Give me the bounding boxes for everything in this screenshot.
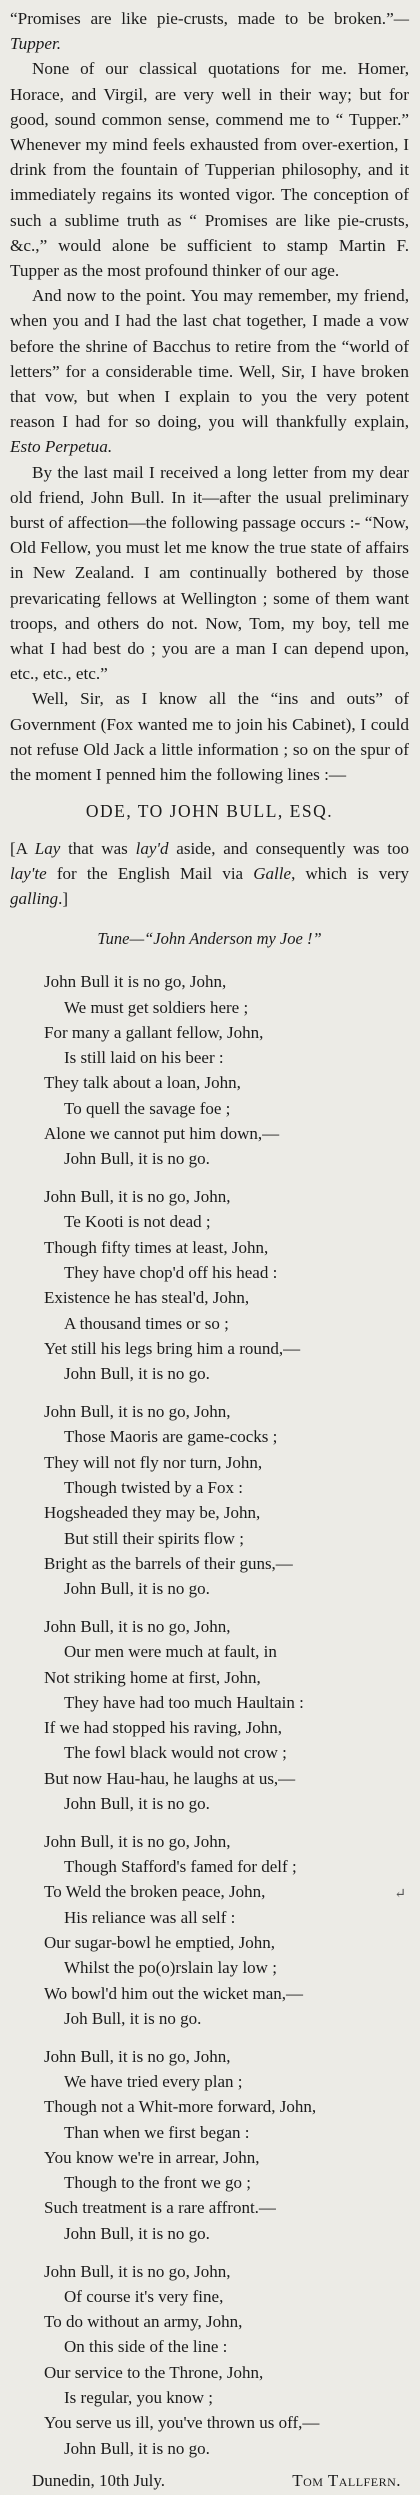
poem-line: You know we're in arrear, John, <box>44 2147 260 2167</box>
stanza <box>44 2044 409 2246</box>
poem-line: Yet still his legs bring him a round,— <box>44 1338 301 1358</box>
prose-section <box>10 6 409 787</box>
poem-line: John Bull, it is no go, John, <box>44 1616 231 1636</box>
poem-line: Than when we first began : <box>64 2122 250 2142</box>
poem-line: Though not a Whit-more forward, John, <box>44 2097 317 2117</box>
stanza <box>44 1614 409 1816</box>
poem-line: Existence he has steal'd, John, <box>44 1288 250 1308</box>
poem-line: We must get soldiers here ; <box>64 997 249 1017</box>
stanza <box>44 1829 409 2031</box>
poem-line: Though twisted by a Fox : <box>64 1477 243 1497</box>
poem-line: John Bull, it is no go. <box>64 1579 210 1599</box>
poem-line: Bright as the barrels of their guns,— <box>44 1553 293 1573</box>
poem-line: John Bull, it is no go, John, <box>44 1831 231 1851</box>
signature-row <box>10 2467 409 2495</box>
poem-line: Wo bowl'd him out the wicket man,— <box>44 1983 304 2003</box>
signature: Tom Tallfern. <box>292 2471 401 2491</box>
poem-line: A thousand times or so ; <box>64 1313 229 1333</box>
poem-line: But still their spirits flow ; <box>64 1528 244 1548</box>
poem-line: John Bull, it is no go. <box>64 1364 210 1384</box>
poem-line: Though Stafford's famed for delf ; <box>64 1857 297 1877</box>
poem-line: John Bull, it is no go, John, <box>44 1187 231 1207</box>
ode-title: ODE, TO JOHN BULL, ESQ. <box>85 801 334 822</box>
latin-phrase: Esto Perpetua. <box>10 437 113 457</box>
stanza <box>44 1184 409 1386</box>
poem-line: To Weld the broken peace, John, <box>44 1882 266 1902</box>
margin-mark: ↵ <box>394 1887 406 1902</box>
poem-line: On this side of the line : <box>64 2337 228 2357</box>
poem-line: John Bull it is no go, John, <box>44 972 227 992</box>
poem-line: His reliance was all self : <box>64 1907 236 1927</box>
poem-line: Our sugar-bowl he emptied, John, <box>44 1932 276 1952</box>
poem-line: Not striking home at first, John, <box>44 1667 261 1687</box>
poem-line: Is still laid on his beer : <box>64 1048 224 1068</box>
dateline: Dunedin, 10th July. <box>32 2471 166 2491</box>
poem-line: John Bull, it is no go, John, <box>44 2046 231 2066</box>
poem-line: Of course it's very fine, <box>64 2286 224 2306</box>
poem-line: Though to the front we go ; <box>64 2173 251 2193</box>
poem-line: John Bull, it is no go. <box>64 2438 210 2458</box>
stanza <box>44 969 409 1171</box>
poem-line: The fowl black would not crow ; <box>64 1743 287 1763</box>
poem-line: John Bull, it is no go, John, <box>44 2261 231 2281</box>
poem-line: For many a gallant fellow, John, <box>44 1022 264 1042</box>
poem-line: John Bull, it is no go. <box>64 1794 210 1813</box>
epigraph-source: —Tupper. <box>10 9 409 54</box>
poem-line: John Bull, it is no go. <box>64 2223 210 2243</box>
poem-line: They will not fly nor turn, John, <box>44 1452 263 1472</box>
poem-line: We have tried every plan ; <box>64 2071 243 2091</box>
poem-line: John Bull, it is no go. <box>64 1149 210 1169</box>
poem-line: You serve us ill, you've thrown us off,— <box>44 2413 320 2433</box>
paragraph-2 <box>10 283 409 459</box>
stanza <box>44 1399 409 1601</box>
paragraph-1: None of our classical quotations for me. Homer, Horace, and Virgil, are very well in their way; but for good, sound common sense, commend me to “ Tupper.” Whenever my mind feels exhausted from over-exertion, I drink from the fountain of Tupperian philosophy, and it immediately regains its wonted vigor. The conception of such a sublime truth as “ Promises are like pie-crusts, &c.,” would alone be sufficient to stamp Martin F. Tupper as the most profound thinker of our age. <box>10 59 409 281</box>
bracket-note: [A Lay that was lay'd aside, and consequently was too lay'te for the English Mail via Galle, which is very galling.] <box>10 839 410 909</box>
paragraph-3: By the last mail I received a long letter from my dear old friend, John Bull. In it—after the usual preliminary burst of affection—the following passage occurs :- “Now, Old Fellow, you must let me know the true state of affairs in New Zealand. I am continually bothered by those prevaricating fellows at Wellington ; some of them want troops, and others do not. Now, Tom, my boy, tell me what I had best do ; you are a man I can depend upon, etc., etc., etc.” <box>10 462 409 684</box>
poem-line: Te Kooti is not dead ; <box>64 1212 211 1232</box>
poem-line: Our service to the Throne, John, <box>44 2362 264 2382</box>
tune-line: Tune—“John Anderson my Joe !” <box>97 929 322 949</box>
ode-poem <box>10 969 409 2461</box>
poem-line: Those Maoris are game-cocks ; <box>64 1427 278 1447</box>
poem-line: They have chop'd off his head : <box>64 1263 278 1283</box>
poem-line: Whilst the po(o)rslain lay low ; <box>64 1958 277 1978</box>
epigraph-quote: “Promises are like pie-crusts, made to be broken.” <box>10 9 394 28</box>
epigraph <box>10 6 409 56</box>
poem-line: Alone we cannot put him down,— <box>44 1124 280 1144</box>
poem-line: Such treatment is a rare affront.— <box>44 2198 276 2218</box>
paragraph-2-text: And now to the point. You may remember, my friend, when you and I had the last chat together, I made a vow before the shrine of Bacchus to retire from the “world of letters” for a considerable time. Well, Sir, I have broken that vow, but when I explain to you the very potent reason I had for so doing, you will thankfully explain, <box>10 286 409 432</box>
paragraph-4: Well, Sir, as I know all the “ins and outs” of Government (Fox wanted me to join his Cabinet), I could not refuse Old Jack a little information ; so on the spur of the moment I penned him the following lines :— <box>10 689 409 785</box>
poem-line: Joh Bull, it is no go. <box>64 2008 202 2028</box>
poem-line: But now Hau-hau, he laughs at us,— <box>44 1768 296 1788</box>
poem-line: If we had stopped his raving, John, <box>44 1718 282 1738</box>
poem-line: They have had too much Haultain : <box>64 1692 304 1712</box>
poem-line: To do without an army, John, <box>44 2312 243 2332</box>
poem-line: Though fifty times at least, John, <box>44 1237 269 1257</box>
poem-line: John Bull, it is no go, John, <box>44 1402 231 1422</box>
poem-line: To quell the savage foe ; <box>64 1098 231 1118</box>
poem-line: They talk about a loan, John, <box>44 1073 241 1093</box>
poem-line: Our men were much at fault, in <box>64 1642 277 1662</box>
stanza <box>44 2259 409 2461</box>
poem-line: Is regular, you know ; <box>64 2388 213 2408</box>
poem-line: Hogsheaded they may be, John, <box>44 1503 261 1523</box>
